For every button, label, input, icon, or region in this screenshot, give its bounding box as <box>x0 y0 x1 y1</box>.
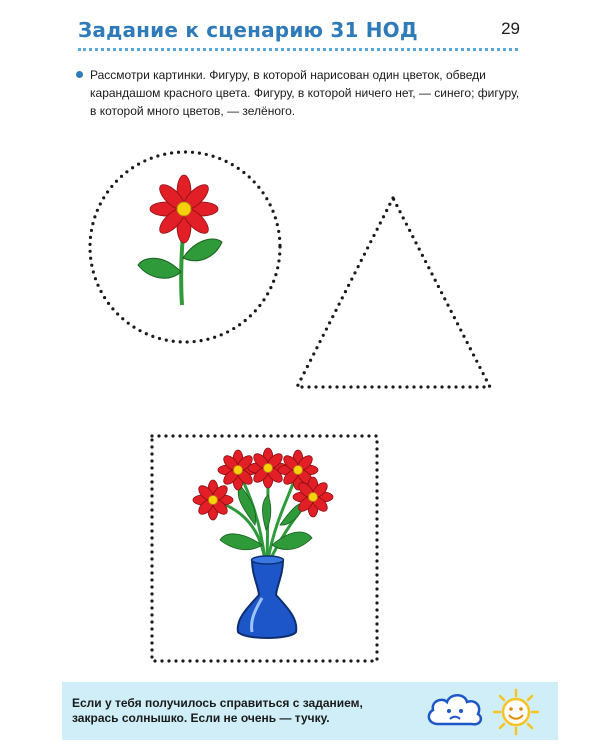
single-flower-icon <box>138 175 222 305</box>
footer-text: Если у тебя получилось справиться с заданием, закрась солнышко. Если не очень — тучку. <box>72 696 363 725</box>
self-assessment-footer <box>62 682 558 740</box>
footer-icons <box>420 684 550 738</box>
page-title: Задание к сценарию 31 НОД <box>78 18 418 42</box>
sun-icon[interactable] <box>494 690 538 734</box>
instruction-text: Рассмотри картинки. Фигуру, в которой нарисован один цветок, обведи карандашом красного цвета. Фигуру, в которой ничего нет, — синего; фигуру, в которой много цветов, — зелёного. <box>90 68 520 118</box>
page-number: 29 <box>501 19 520 38</box>
cloud-icon[interactable] <box>429 695 481 724</box>
flower-vase-icon <box>193 448 333 638</box>
dotted-triangle[interactable] <box>297 198 490 387</box>
